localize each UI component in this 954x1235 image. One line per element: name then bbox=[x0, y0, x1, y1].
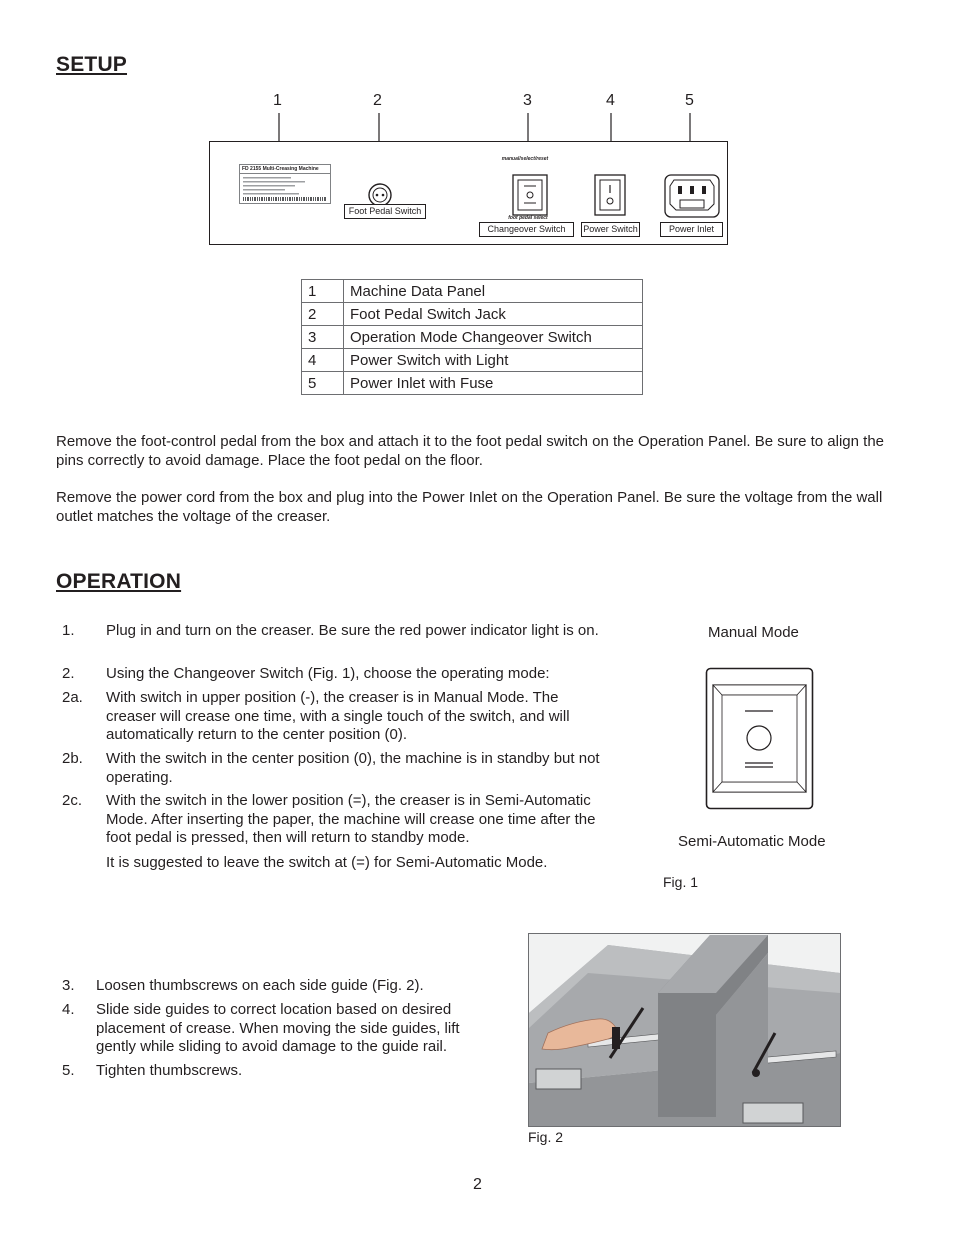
table-cell-text: Operation Mode Changeover Switch bbox=[344, 326, 643, 349]
fig1-caption: Fig. 1 bbox=[663, 874, 699, 890]
panel-label-power-inlet: Power Inlet bbox=[660, 222, 723, 237]
list-item-text: Using the Changeover Switch (Fig. 1), choose the operating mode: bbox=[106, 665, 550, 682]
callout-3: 3 bbox=[523, 92, 532, 109]
list-item-number: 2c. bbox=[62, 792, 83, 809]
list-item-number: 1. bbox=[62, 622, 75, 639]
fig1-manual-mode-label: Manual Mode bbox=[708, 624, 799, 641]
parts-table bbox=[301, 279, 643, 395]
changeover-switch-icon bbox=[512, 174, 548, 216]
table-row bbox=[302, 372, 643, 395]
list-item-number: 2a. bbox=[62, 689, 83, 706]
list-item-text: It is suggested to leave the switch at (=) for Semi-Automatic Mode. bbox=[106, 854, 548, 871]
panel-mode-bottom-label: foot pedal select bbox=[508, 215, 548, 221]
panel-label-changeover: Changeover Switch bbox=[479, 222, 574, 237]
power-inlet-icon bbox=[664, 174, 720, 218]
table-row bbox=[302, 303, 643, 326]
fig1-semi-automatic-label: Semi-Automatic Mode bbox=[678, 833, 826, 850]
table-row bbox=[302, 349, 643, 372]
table-cell-text: Power Switch with Light bbox=[344, 349, 643, 372]
callout-1: 1 bbox=[273, 92, 282, 109]
data-plate-text-lines bbox=[240, 174, 328, 202]
table-cell-text: Foot Pedal Switch Jack bbox=[344, 303, 643, 326]
setup-heading: SETUP bbox=[56, 53, 128, 76]
callout-4: 4 bbox=[606, 92, 615, 109]
callout-5: 5 bbox=[685, 92, 694, 109]
fig2-caption: Fig. 2 bbox=[528, 1129, 564, 1145]
table-cell-number: 5 bbox=[302, 372, 344, 395]
page-number: 2 bbox=[473, 1176, 482, 1193]
callout-2: 2 bbox=[373, 92, 382, 109]
list-item-text: Slide side guides to correct location based on desired placement of crease. When moving the side guides, lift gently while sliding to avoid damage to the guide rail. bbox=[96, 1001, 460, 1055]
list-item-text: With the switch in the center position (0), the machine is in standby but not operating. bbox=[106, 750, 600, 786]
table-cell-text: Machine Data Panel bbox=[344, 280, 643, 303]
panel-label-foot-pedal: Foot Pedal Switch bbox=[344, 204, 426, 219]
data-plate-title: FD 2155 Multi-Creasing Machine bbox=[240, 165, 330, 174]
side-guide-photo bbox=[528, 933, 841, 1127]
list-item-number: 5. bbox=[62, 1062, 75, 1079]
list-item-text: Plug in and turn on the creaser. Be sure the red power indicator light is on. bbox=[106, 622, 599, 639]
power-switch-icon bbox=[594, 174, 626, 216]
setup-paragraph-power: Remove the power cord from the box and plug into the Power Inlet on the Operation Panel. Be sure the voltage from the wall outlet matches the voltage of the creaser. bbox=[56, 489, 883, 525]
list-item-text: Tighten thumbscrews. bbox=[96, 1062, 243, 1079]
operation-heading: OPERATION bbox=[56, 570, 182, 593]
list-item-text: With switch in upper position (-), the creaser is in Manual Mode. The creaser will crease one time, with a single touch of the switch, and will automatically return to the center position (0). bbox=[106, 689, 570, 743]
operation-panel-drawing bbox=[209, 141, 728, 245]
table-row bbox=[302, 280, 643, 303]
list-item-number: 2. bbox=[62, 665, 75, 682]
list-item-number: 4. bbox=[62, 1001, 75, 1018]
list-item-text: Loosen thumbscrews on each side guide (Fig. 2). bbox=[96, 977, 424, 994]
table-cell-number: 4 bbox=[302, 349, 344, 372]
panel-mode-top-label: manual/select/reset bbox=[501, 156, 549, 162]
changeover-switch-diagram-icon bbox=[705, 667, 815, 811]
table-cell-text: Power Inlet with Fuse bbox=[344, 372, 643, 395]
machine-data-plate bbox=[239, 164, 331, 204]
list-item-number: 2b. bbox=[62, 750, 83, 767]
table-cell-number: 3 bbox=[302, 326, 344, 349]
list-item-text: With the switch in the lower position (=), the creaser is in Semi-Automatic Mode. After inserting the paper, the machine will crease one time after the foot pedal is pressed, then will return to standby mode. bbox=[106, 792, 596, 846]
table-row bbox=[302, 326, 643, 349]
panel-label-power-switch: Power Switch bbox=[581, 222, 640, 237]
table-cell-number: 2 bbox=[302, 303, 344, 326]
table-cell-number: 1 bbox=[302, 280, 344, 303]
setup-paragraph-pedal: Remove the foot-control pedal from the box and attach it to the foot pedal switch on the Operation Panel. Be sure to align the pins correctly to avoid damage. Place the foot pedal on the floor. bbox=[56, 433, 885, 469]
list-item-number: 3. bbox=[62, 977, 75, 994]
